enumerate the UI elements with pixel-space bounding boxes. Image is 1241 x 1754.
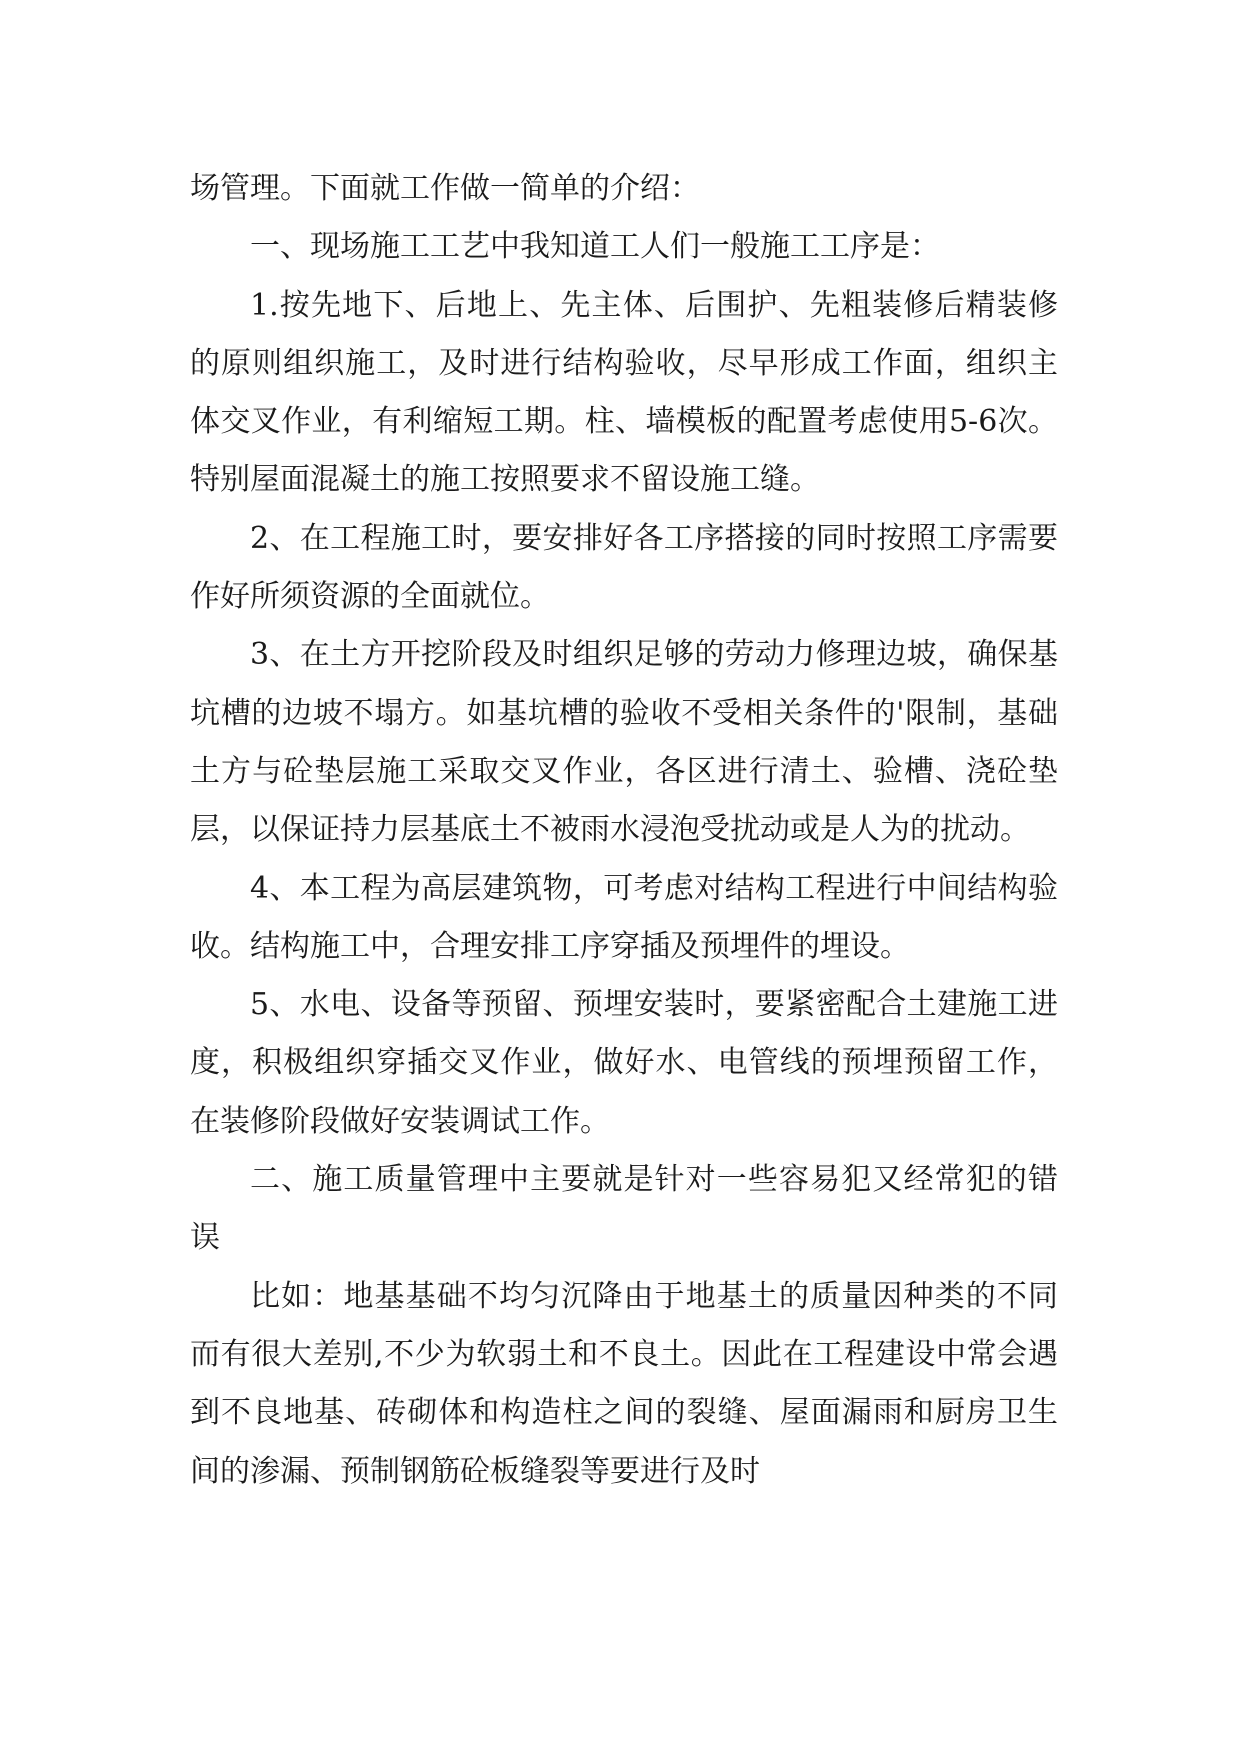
paragraph-8: 二、施工质量管理中主要就是针对一些容易犯又经常犯的错误 <box>190 1162 1058 1256</box>
document-body <box>190 160 1058 1501</box>
paragraph-6: 4、本工程为高层建筑物，可考虑对结构工程进行中间结构验收。结构施工中，合理安排工序穿插及预埋件的埋设。 <box>190 870 1058 964</box>
paragraph-7: 5、水电、设备等预留、预埋安装时，要紧密配合土建施工进度，积极组织穿插交叉作业，做好水、电管线的预埋预留工作，在装修阶段做好安装调试工作。 <box>190 987 1058 1139</box>
paragraph-4: 2、在工程施工时，要安排好各工序搭接的同时按照工序需要作好所须资源的全面就位。 <box>190 520 1058 615</box>
paragraph-5: 3、在土方开挖阶段及时组织足够的劳动力修理边坡，确保基坑槽的边坡不塌方。如基坑槽的验收不受相关条件的'限制，基础土方与砼垫层施工采取交叉作业，各区进行清土、验槽、浇砼垫层，以保证持力层基底土不被雨水浸泡受扰动或是人为的扰动。 <box>190 637 1058 848</box>
paragraph-9: 比如：地基基础不均匀沉降由于地基土的质量因种类的不同而有很大差别,不少为软弱土和不良土。因此在工程建设中常会遇到不良地基、砖砌体和构造柱之间的裂缝、屋面漏雨和厨房卫生间的渗漏、预制钢筋砼板缝裂等要进行及时 <box>190 1278 1058 1489</box>
paragraph-2: 一、现场施工工艺中我知道工人们一般施工工序是： <box>250 229 940 265</box>
paragraph-1: 场管理。下面就工作做一简单的介绍： <box>190 171 700 206</box>
paragraph-3: 1.按先地下、后地上、先主体、后围护、先粗装修后精装修的原则组织施工，及时进行结构验收，尽早形成工作面，组织主体交叉作业，有利缩短工期。柱、墙模板的配置考虑使用5-6次。特别屋面混凝土的施工按照要求不留设施工缝。 <box>190 287 1058 498</box>
